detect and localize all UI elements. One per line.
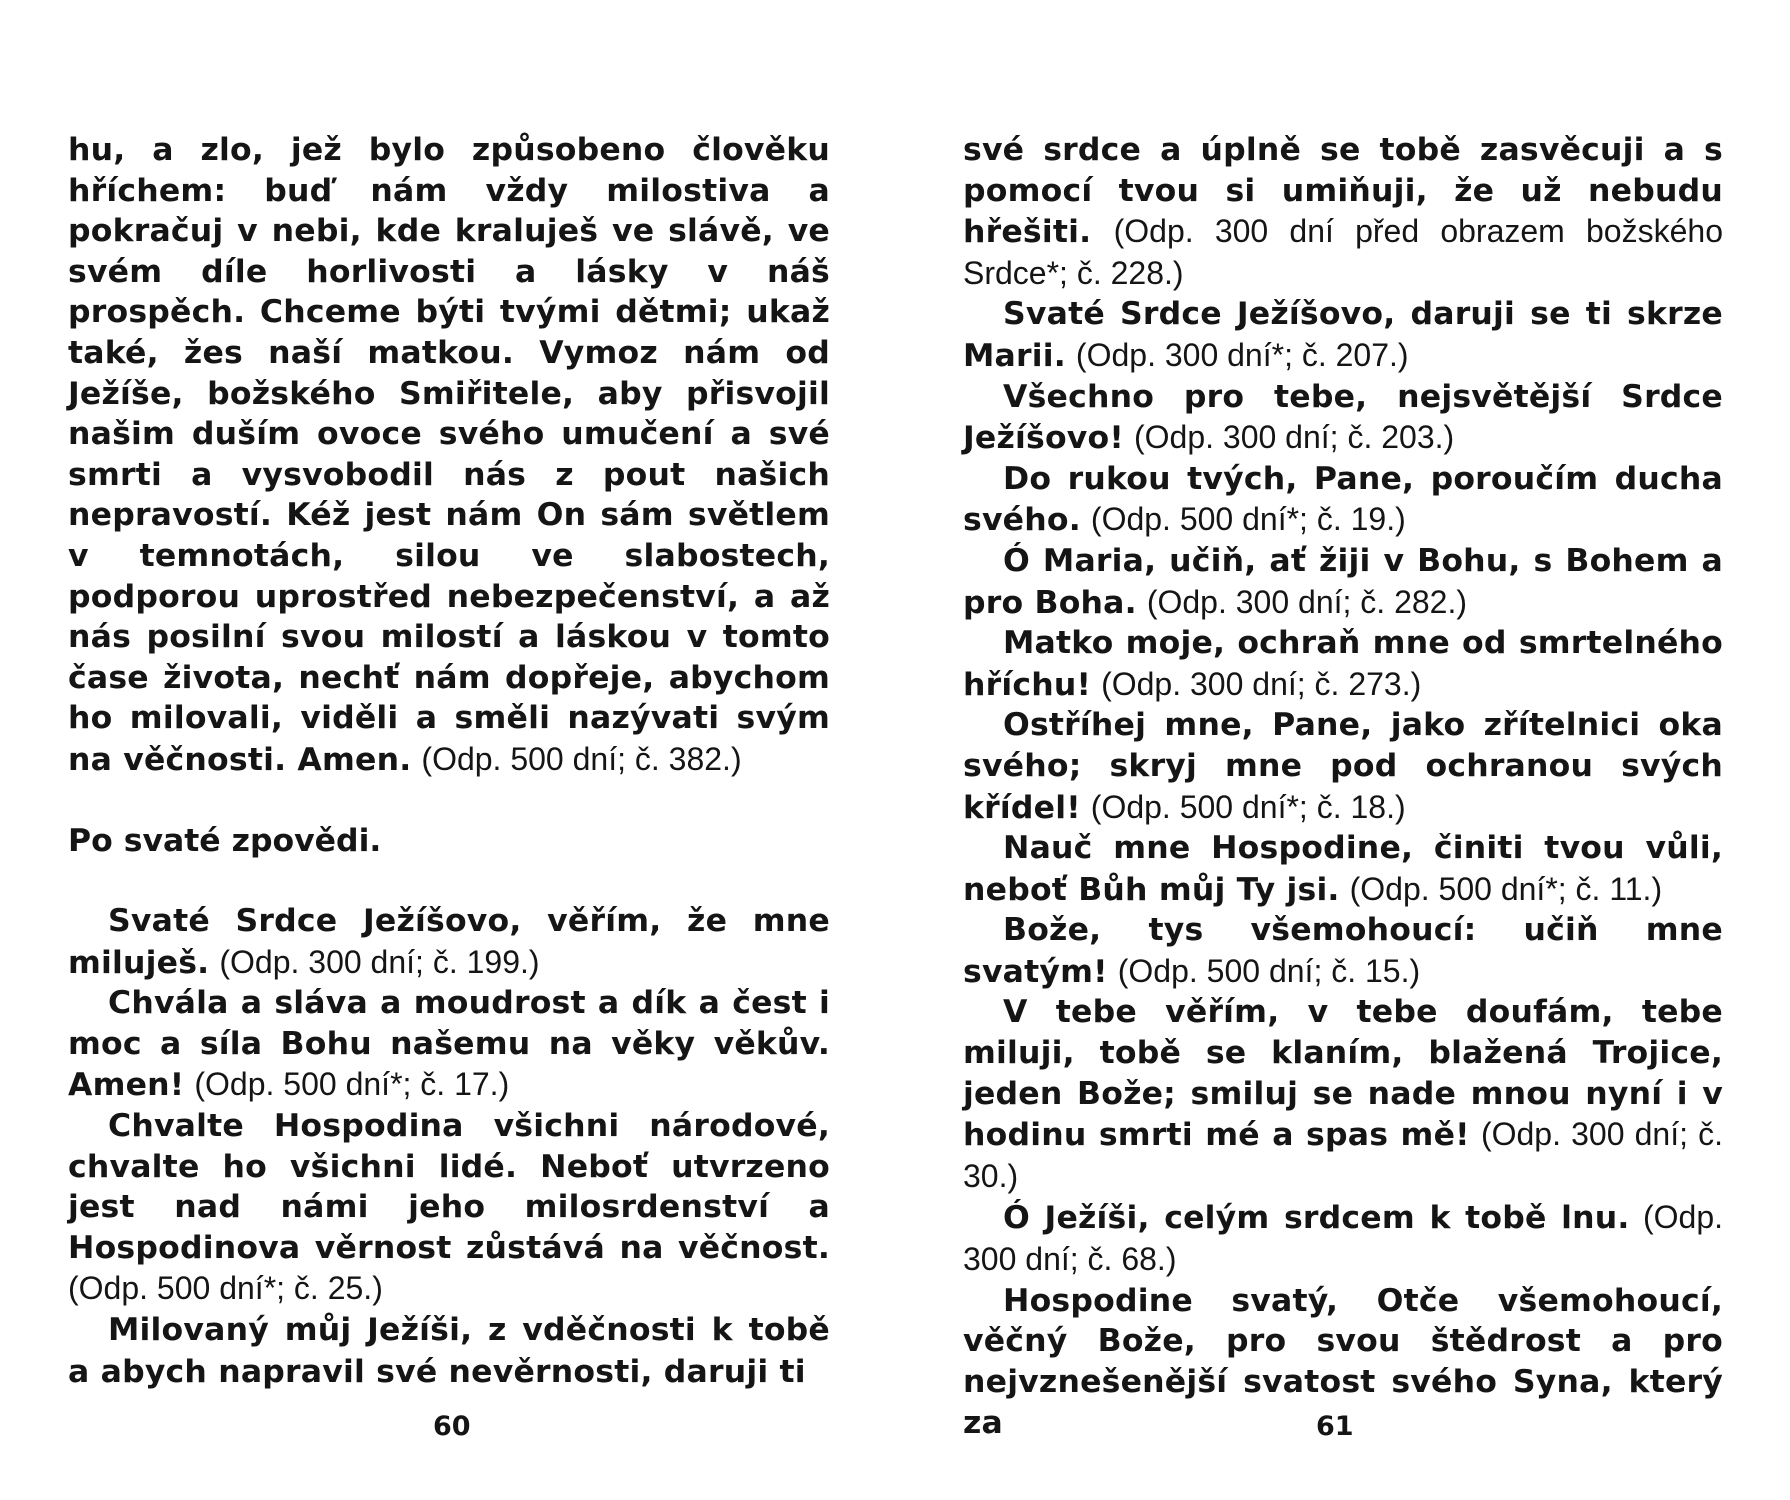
paragraph	[68, 1106, 830, 1310]
indulgence-reference: (Odp. 500 dní; č. 15.)	[1117, 952, 1421, 989]
prayer-text: Chvalte Hospodina všichni národové, chvalte ho všichni lidé. Neboť utvrzeno jest nad námi jeho milosrdenství a Hospodinova věrnost zůstává na věčnost.	[68, 1108, 830, 1266]
right-page	[895, 0, 1790, 1500]
indulgence-reference: (Odp. 500 dní*; č. 11.)	[1349, 870, 1663, 907]
page-number: 61	[1316, 1411, 1354, 1442]
paragraph	[963, 992, 1723, 1197]
left-page-text-column	[68, 130, 830, 1392]
indulgence-reference: (Odp. 300 dní; č. 68.)	[963, 1199, 1723, 1278]
indulgence-reference: (Odp. 300 dní; č. 273.)	[1101, 665, 1422, 702]
indulgence-reference: (Odp. 300 dní*; č. 207.)	[1075, 336, 1409, 373]
paragraph	[68, 130, 830, 781]
paragraph	[963, 705, 1723, 828]
paragraph	[68, 1310, 830, 1392]
paragraph	[963, 910, 1723, 992]
indulgence-reference: (Odp. 500 dní*; č. 19.)	[1090, 501, 1406, 538]
prayer-text: své srdce a úplně se tobě zasvěcuji a s pomocí tvou si umiňuji, že už nebudu hřešiti.	[963, 132, 1723, 251]
prayer-text: Ó Maria, učiň, ať žiji v Bohu, s Bohem a pro Boha.	[963, 542, 1723, 621]
indulgence-reference: (Odp. 300 dní; č. 203.)	[1133, 419, 1455, 456]
indulgence-reference: (Odp. 300 dní; č. 282.)	[1146, 583, 1467, 620]
indulgence-reference: (Odp. 500 dní*; č. 25.)	[68, 1270, 383, 1307]
prayer-text: Matko moje, ochraň mne od smrtelného hříchu!	[963, 625, 1723, 703]
paragraph	[963, 623, 1723, 705]
paragraph	[963, 541, 1723, 623]
indulgence-reference: (Odp. 500 dní; č. 382.)	[421, 740, 742, 777]
prayer-text: Svaté Srdce Ježíšovo, věřím, že mne miluješ.	[68, 903, 830, 981]
prayer-text: Všechno pro tebe, nejsvětější Srdce Ježíšovo!	[963, 378, 1723, 457]
prayer-text: V tebe věřím, v tebe doufám, tebe miluji, tobě se klaním, blažená Trojice, jeden Bože; smiluj se nade mnou nyní i v hodinu smrti mé a spas mě!	[963, 994, 1723, 1154]
prayer-text: Milovaný můj Ježíši, z vděčnosti k tobě a abych napravil své nevěrnosti, daruji ti	[68, 1312, 830, 1390]
paragraph	[963, 459, 1723, 541]
prayer-text: Hospodine svatý, Otče všemohoucí, věčný Bože, pro svou štědrost a pro nejvznešenější svatost svého Syna, který za	[963, 1282, 1723, 1442]
prayer-text: Ó Ježíši, celým srdcem k tobě lnu.	[1003, 1200, 1630, 1237]
indulgence-reference: (Odp. 500 dní*; č. 18.)	[1090, 788, 1406, 825]
prayer-text: Nauč mne Hospodine, činiti tvou vůli, neboť Bůh můj Ty jsi.	[963, 830, 1723, 908]
paragraph	[68, 901, 830, 983]
prayer-text: Do rukou tvých, Pane, poroučím ducha svého.	[963, 460, 1723, 539]
paragraph	[963, 1197, 1723, 1280]
paragraph	[963, 294, 1723, 376]
indulgence-reference: (Odp. 300 dní; č. 30.)	[963, 1116, 1724, 1194]
paragraph	[963, 130, 1723, 294]
indulgence-reference: (Odp. 300 dní; č. 199.)	[219, 943, 540, 980]
prayer-text: Chvála a sláva a moudrost a dík a čest i moc a síla Bohu našemu na věky věkův. Amen!	[68, 985, 830, 1104]
prayer-text: Ostříhej mne, Pane, jako zřítelnici oka svého; skryj mne pod ochranou svých křídel!	[963, 707, 1723, 826]
indulgence-reference: (Odp. 300 dní před obrazem božského Srdce*; č. 228.)	[963, 213, 1723, 291]
page-number: 60	[433, 1411, 471, 1442]
paragraph	[963, 377, 1723, 459]
paragraph	[963, 828, 1723, 910]
prayer-text: Bože, tys všemohoucí: učiň mne svatým!	[963, 912, 1723, 990]
indulgence-reference: (Odp. 500 dní*; č. 17.)	[194, 1066, 510, 1103]
right-page-text-column	[963, 130, 1723, 1444]
prayer-text: hu, a zlo, jež bylo způsobeno člověku hříchem: buď nám vždy milostiva a pokračuj v nebi, kde kraluješ ve slávě, ve svém díle horlivosti a lásky v náš prospěch. Chceme býti tvými dětmi; ukaž také, žes naší matkou. Vymoz nám od Ježíše, božského Smiřitele, aby přisvojil našim duším ovoce svého umučení a své smrti a vysvobodil nás z pout našich nepravostí. Kéž jest nám On sám světlem v temnotách, silou ve slabostech, podporou uprostřed nebezpečenství, a až nás posilní svou milostí a láskou v tomto čase života, nechť nám dopřeje, abychom ho milovali, viděli a směli nazývati svým na věčnosti. Amen.	[68, 132, 830, 778]
paragraph	[68, 983, 830, 1106]
prayer-text: Svaté Srdce Ježíšovo, daruji se ti skrze Marii.	[963, 296, 1723, 374]
section-heading: Po svaté zpovědi.	[68, 822, 382, 859]
